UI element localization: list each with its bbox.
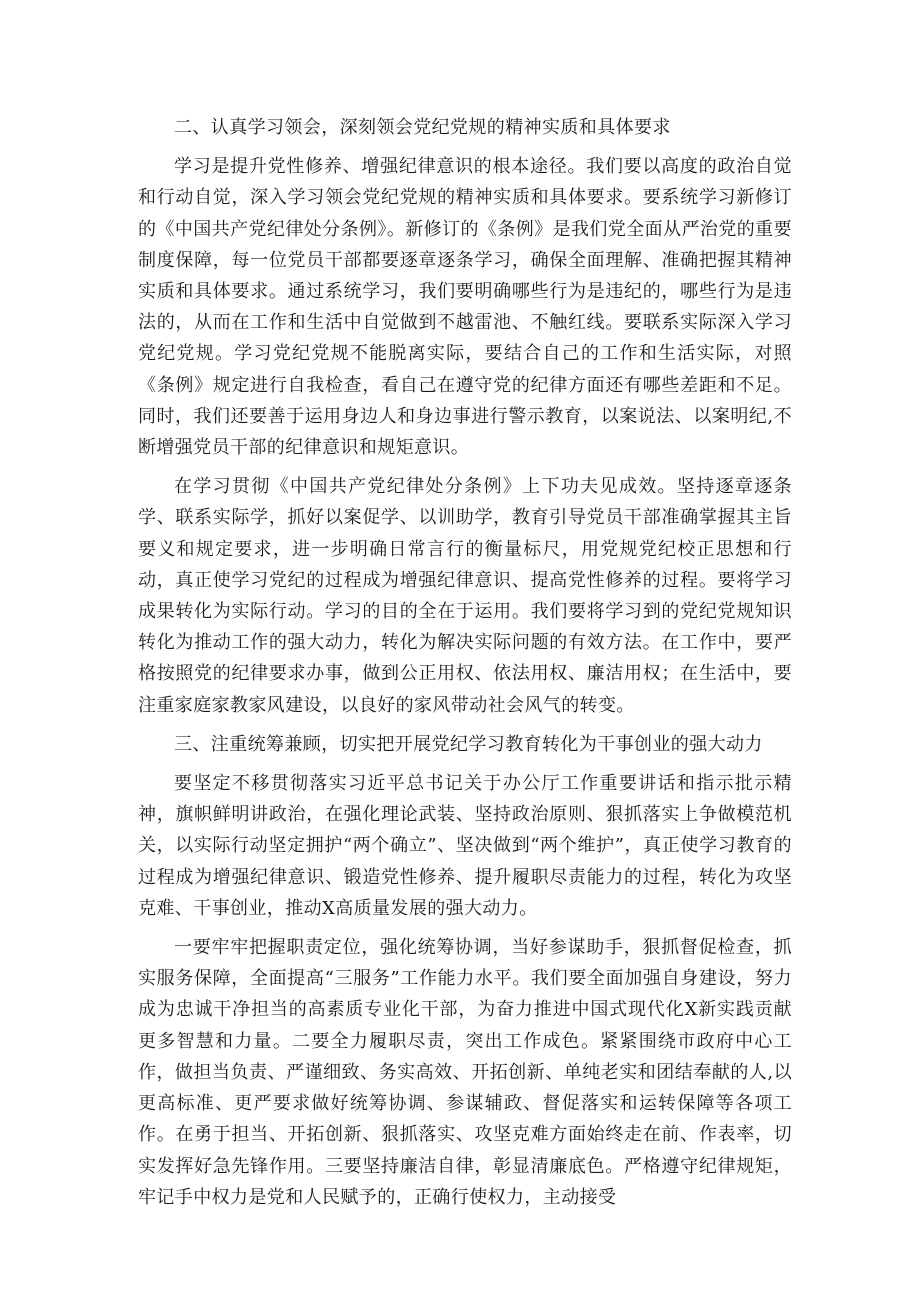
section-2-paragraph-2: 在学习贯彻《中国共产党纪律处分条例》上下功夫见成效。坚持逐章逐条学、联系实际学，抓好以案促学、以训助学，教育引导党员干部准确掌握其主旨要义和规定要求，进一步明确日常言行的衡量标尺，用党规党纪校正思想和行动，真正使学习党纪的过程成为增强纪律意识、提高党性修养的过程。要将学习成果转化为实际行动。学习的目的全在于运用。我们要将学习到的党纪党规知识转化为推动工作的强大动力，转化为解决实际问题的有效方法。在工作中，要严格按照党的纪律要求办事，做到公正用权、依法用权、廉洁用权；在生活中，要注重家庭家教家风建设，以良好的家风带动社会风气的转变。 — [138, 476, 792, 716]
section-2-paragraph-1: 学习是提升党性修养、增强纪律意识的根本途径。我们要以高度的政治自觉和行动自觉，深入学习领会党纪党规的精神实质和具体要求。要系统学习新修订的《中国共产党纪律处分条例》。新修订的《条例》是我们党全面从严治党的重要制度保障，每一位党员干部都要逐章逐条学习，确保全面理解、准确把握其精神实质和具体要求。通过系统学习，我们要明确哪些行为是违纪的，哪些行为是违法的，从而在工作和生活中自觉做到不越雷池、不触红线。要联系实际深入学习党纪党规。学习党纪党规不能脱离实际，要结合自己的工作和生活实际，对照《条例》规定进行自我检查，看自己在遵守党的纪律方面还有哪些差距和不足。同时，我们还要善于运用身边人和身边事进行警示教育，以案说法、以案明纪,不断增强党员干部的纪律意识和规矩意识。 — [138, 156, 792, 459]
section-2-heading: 二、认真学习领会，深刻领会党纪党规的精神实质和具体要求 — [174, 117, 671, 138]
document-body — [138, 112, 792, 1221]
section-3-paragraph-1: 要坚定不移贯彻落实习近平总书记关于办公厅工作重要讲话和指示批示精神，旗帜鲜明讲政治，在强化理论武装、坚持政治原则、狠抓落实上争做模范机关，以实际行动坚定拥护“两个确立”、坚决做到“两个维护”，真正使学习教育的过程成为增强纪律意识、锻造党性修养、提升履职尽责能力的过程，转化为攻坚克难、干事创业，推动X高质量发展的强大动力。 — [138, 773, 792, 919]
section-3-paragraph-2: 一要牢牢把握职责定位，强化统筹协调，当好参谋助手，狠抓督促检查，抓实服务保障，全面提高“三服务”工作能力水平。我们要全面加强自身建设，努力成为忠诚干净担当的高素质专业化干部，为奋力推进中国式现代化X新实践贡献更多智慧和力量。二要全力履职尽责，突出工作成色。紧紧围绕市政府中心工作，做担当负责、严谨细致、务实高效、开拓创新、单纯老实和团结奉献的人,以更高标准、更严要求做好统筹协调、参谋辅政、督促落实和运转保障等各项工作。在勇于担当、开拓创新、狠抓落实、攻坚克难方面始终走在前、作表率，切实发挥好急先锋作用。三要坚持廉洁自律，彰显清廉底色。严格遵守纪律规矩，牢记手中权力是党和人民赋予的，正确行使权力，主动接受 — [138, 937, 792, 1208]
section-3-heading: 三、注重统筹兼顾，切实把开展党纪学习教育转化为干事创业的强大动力 — [174, 733, 763, 755]
